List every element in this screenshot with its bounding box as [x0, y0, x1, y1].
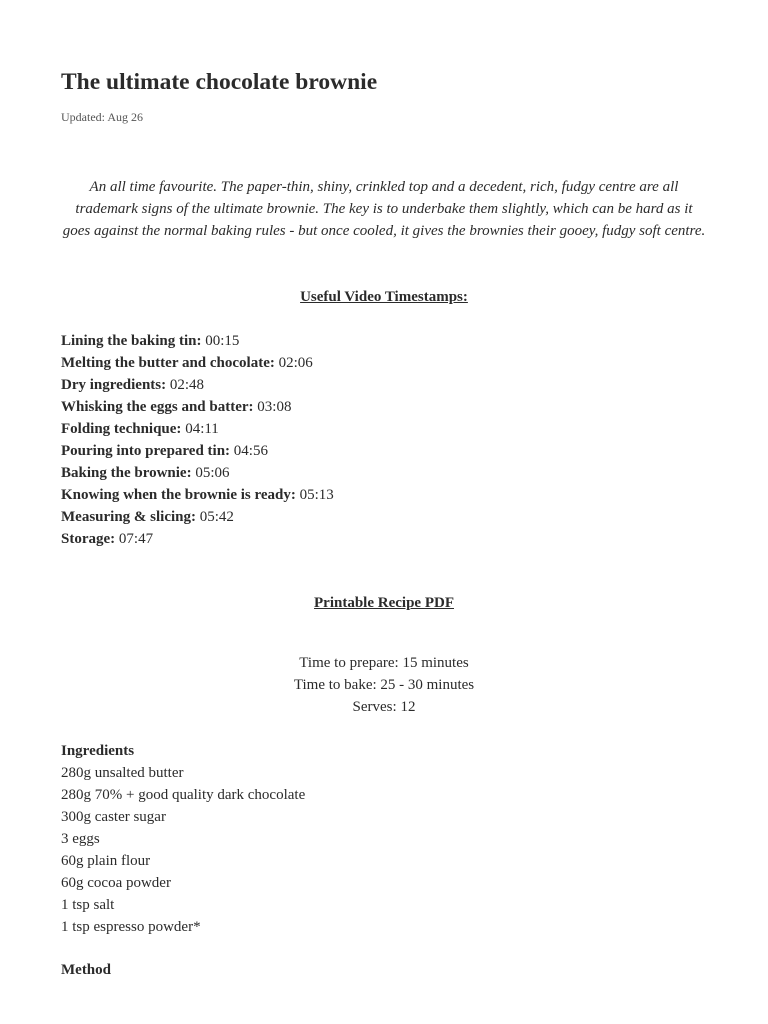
ingredients-heading: Ingredients: [61, 743, 135, 759]
intro-paragraph: An all time favourite. The paper-thin, shiny, crinkled top and a decedent, rich, fudgy centre are all trademark signs of the ultimate brownie. The key is to underbake them slightly, which can be hard as it goes against the normal baking rules - but once cooled, it gives the brownies their gooey, fudgy soft centre.: [62, 179, 706, 239]
recipe-timing: [61, 652, 707, 718]
ingredients-list: [61, 762, 305, 938]
timestamp-item: [61, 440, 334, 462]
timestamp-time: 03:08: [257, 399, 292, 415]
method-heading: Method: [61, 962, 111, 978]
ingredient-item: 3 eggs: [61, 831, 100, 847]
timestamp-label: Baking the brownie:: [61, 465, 192, 481]
timestamp-time: 04:56: [233, 443, 268, 459]
timestamp-time: 00:15: [205, 333, 240, 349]
timestamp-item: [61, 374, 334, 396]
timestamp-label: Pouring into prepared tin:: [61, 443, 231, 459]
timestamp-label: Storage:: [61, 531, 116, 547]
timestamp-label: Folding technique:: [61, 421, 182, 437]
timestamp-time: 05:42: [199, 509, 234, 525]
timestamps-list: [61, 330, 334, 550]
timestamp-item: [61, 396, 334, 418]
timestamp-item: [61, 506, 334, 528]
timestamp-item: [61, 352, 334, 374]
video-timestamps-heading: Useful Video Timestamps:: [300, 289, 468, 305]
printable-recipe-pdf-link[interactable]: Printable Recipe PDF: [314, 595, 454, 611]
timestamp-time: 02:48: [169, 377, 205, 393]
ingredient-item: 1 tsp espresso powder*: [61, 919, 201, 935]
prep-time: Time to prepare: 15 minutes: [299, 655, 469, 671]
timestamp-item: [61, 484, 334, 506]
bake-time: Time to bake: 25 - 30 minutes: [293, 677, 475, 693]
timestamp-item: [61, 462, 334, 484]
timestamp-time: 04:11: [185, 421, 219, 437]
timestamp-item: [61, 528, 334, 550]
timestamp-label: Knowing when the brownie is ready:: [61, 487, 296, 503]
page-title: The ultimate chocolate brownie: [61, 69, 378, 95]
timestamp-time: 02:06: [278, 355, 313, 371]
timestamp-item: [61, 330, 334, 352]
updated-date: Updated: Aug 26: [61, 110, 143, 124]
ingredient-item: 60g plain flour: [61, 853, 151, 869]
timestamp-label: Measuring & slicing:: [61, 509, 196, 525]
ingredient-item: 300g caster sugar: [61, 809, 166, 825]
serves: Serves: 12: [352, 699, 416, 715]
timestamp-time: 07:47: [118, 531, 154, 547]
ingredient-item: 280g 70% + good quality dark chocolate: [61, 787, 306, 803]
timestamp-time: 05:06: [195, 465, 230, 481]
timestamp-label: Whisking the eggs and batter:: [61, 399, 254, 415]
timestamp-label: Lining the baking tin:: [61, 333, 202, 349]
timestamp-time: 05:13: [299, 487, 334, 503]
ingredient-item: 1 tsp salt: [61, 897, 115, 913]
timestamp-label: Dry ingredients:: [61, 377, 167, 393]
timestamp-label: Melting the butter and chocolate:: [61, 355, 275, 371]
timestamp-item: [61, 418, 334, 440]
ingredient-item: 60g cocoa powder: [61, 875, 171, 891]
ingredient-item: 280g unsalted butter: [61, 765, 184, 781]
